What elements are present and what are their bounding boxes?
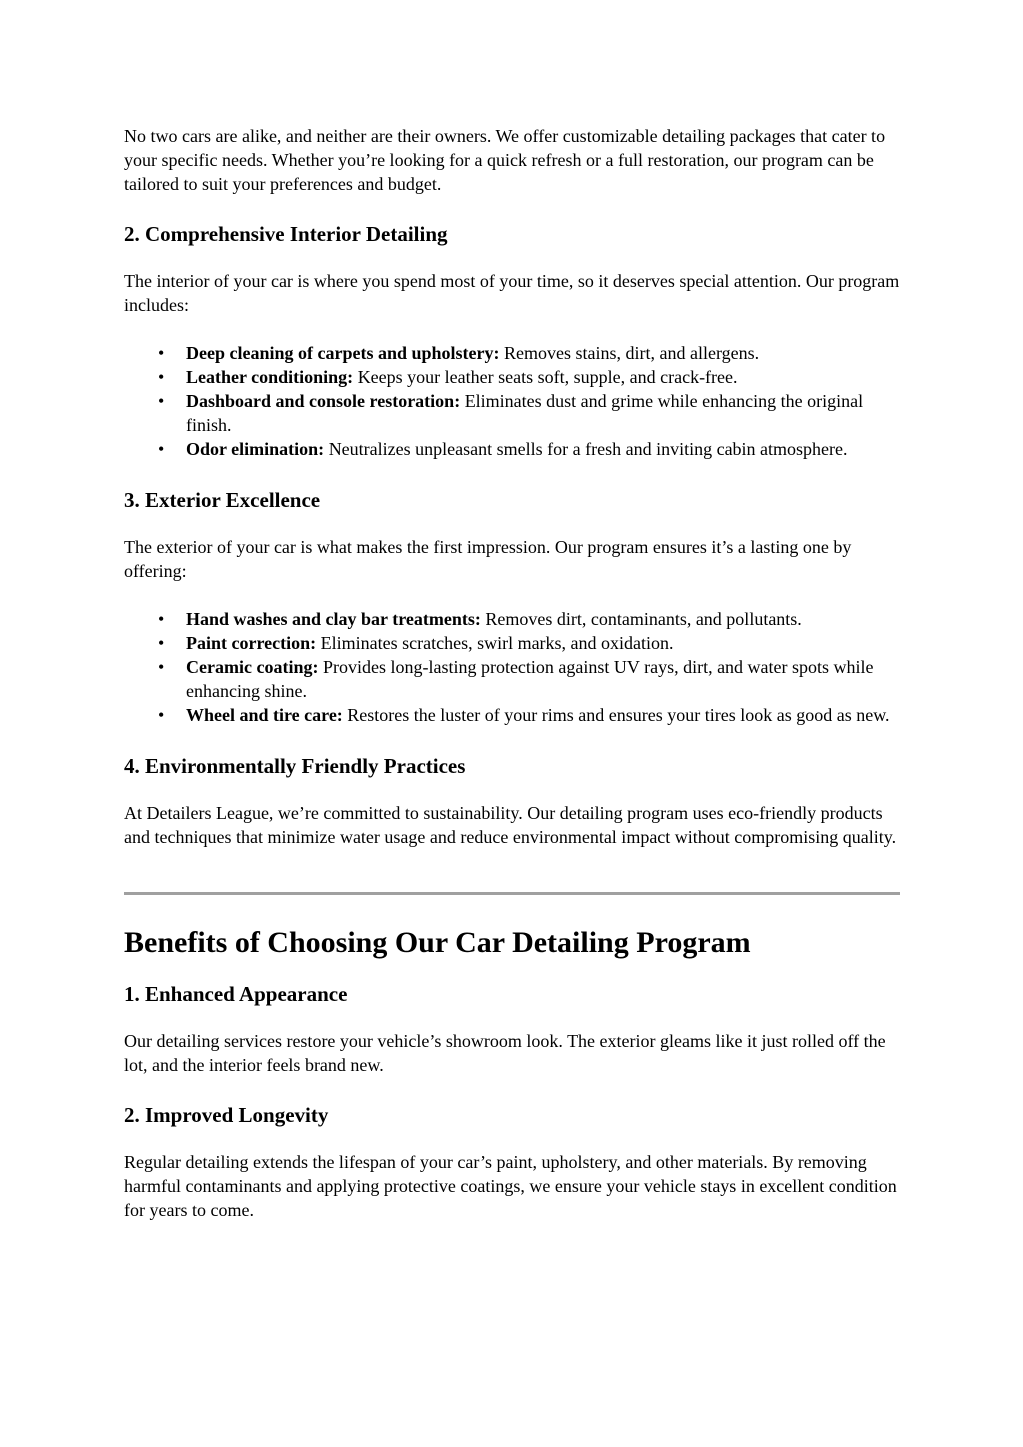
list-item-term: Odor elimination: bbox=[186, 439, 325, 459]
list-item bbox=[158, 389, 900, 437]
list-item-term: Wheel and tire care: bbox=[186, 705, 343, 725]
list-item-term: Hand washes and clay bar treatments: bbox=[186, 609, 481, 629]
list-item-term: Dashboard and console restoration: bbox=[186, 391, 461, 411]
list-item-term: Ceramic coating: bbox=[186, 657, 319, 677]
appearance-heading: 1. Enhanced Appearance bbox=[124, 982, 348, 1006]
list-item bbox=[158, 631, 900, 655]
exterior-paragraph: The exterior of your car is what makes the first impression. Our program ensures it’s a lasting one by offering: bbox=[124, 537, 852, 581]
document-page bbox=[124, 124, 900, 1222]
longevity-paragraph: Regular detailing extends the lifespan of your car’s paint, upholstery, and other materials. By removing harmful contaminants and applying protective coatings, we ensure your vehicle stays in excellent condition for years to come. bbox=[124, 1152, 897, 1220]
list-item bbox=[158, 703, 900, 727]
longevity-heading: 2. Improved Longevity bbox=[124, 1103, 329, 1127]
eco-paragraph: At Detailers League, we’re committed to sustainability. Our detailing program uses eco-friendly products and techniques that minimize water usage and reduce environmental impact without compromising quality. bbox=[124, 803, 897, 847]
intro-paragraph: No two cars are alike, and neither are their owners. We offer customizable detailing packages that cater to your specific needs. Whether you’re looking for a quick refresh or a full restoration, our program can be tailored to suit your preferences and budget. bbox=[124, 126, 886, 194]
bullet-icon: • bbox=[158, 439, 165, 459]
interior-heading: 2. Comprehensive Interior Detailing bbox=[124, 222, 448, 246]
bullet-icon: • bbox=[158, 705, 165, 725]
list-item bbox=[158, 437, 900, 461]
exterior-heading: 3. Exterior Excellence bbox=[124, 488, 321, 512]
appearance-paragraph: Our detailing services restore your vehicle’s showroom look. The exterior gleams like it just rolled off the lot, and the interior feels brand new. bbox=[124, 1031, 886, 1075]
list-item bbox=[158, 341, 900, 365]
interior-paragraph: The interior of your car is where you spend most of your time, so it deserves special attention. Our program includes: bbox=[124, 271, 900, 315]
interior-list bbox=[124, 341, 900, 461]
bullet-icon: • bbox=[158, 343, 165, 363]
list-item bbox=[158, 365, 900, 389]
list-item-text: Removes stains, dirt, and allergens. bbox=[499, 343, 760, 363]
list-item bbox=[158, 607, 900, 631]
list-item-text: Eliminates scratches, swirl marks, and oxidation. bbox=[316, 633, 674, 653]
list-item bbox=[158, 655, 900, 703]
bullet-icon: • bbox=[158, 367, 165, 387]
list-item-text: Removes dirt, contaminants, and pollutants. bbox=[480, 609, 802, 629]
list-item-text: Neutralizes unpleasant smells for a fresh and inviting cabin atmosphere. bbox=[324, 439, 848, 459]
bullet-icon: • bbox=[158, 633, 165, 653]
list-item-text: Provides long-lasting protection against UV rays, dirt, and water spots while enhancing shine. bbox=[186, 657, 874, 701]
list-item-term: Paint correction: bbox=[186, 633, 317, 653]
eco-heading: 4. Environmentally Friendly Practices bbox=[124, 754, 466, 778]
bullet-icon: • bbox=[158, 391, 165, 411]
list-item-text: Restores the luster of your rims and ensures your tires look as good as new. bbox=[342, 705, 890, 725]
benefits-heading: Benefits of Choosing Our Car Detailing Program bbox=[124, 926, 751, 959]
list-item-text: Keeps your leather seats soft, supple, and crack-free. bbox=[353, 367, 738, 387]
bullet-icon: • bbox=[158, 657, 165, 677]
list-item-text: Eliminates dust and grime while enhancing the original finish. bbox=[186, 391, 864, 435]
list-item-term: Deep cleaning of carpets and upholstery: bbox=[186, 343, 500, 363]
exterior-list bbox=[124, 607, 900, 727]
list-item-term: Leather conditioning: bbox=[186, 367, 354, 387]
bullet-icon: • bbox=[158, 609, 165, 629]
